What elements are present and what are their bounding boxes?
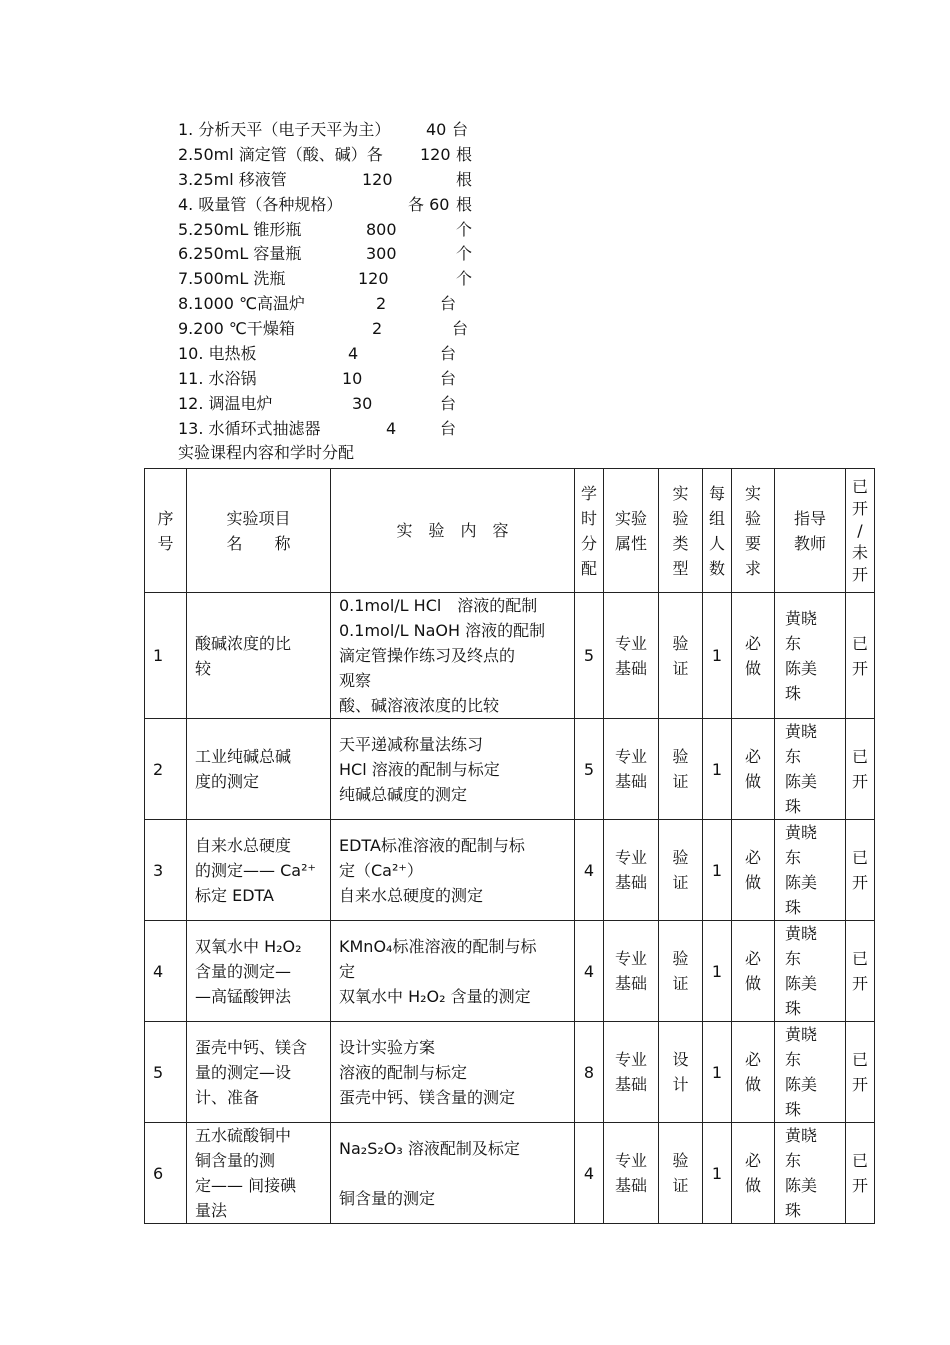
project-name-line: 度的测定 — [195, 772, 260, 791]
content-line: 蛋壳中钙、镁含量的测定 — [339, 1087, 516, 1107]
equipment-quantity: 800 — [366, 219, 397, 239]
teacher-line: 陈美 — [785, 1075, 818, 1094]
requirement-line: 必 — [744, 633, 761, 653]
table-row — [145, 1123, 875, 1224]
equipment-quantity: 10 — [342, 368, 363, 388]
course-table — [144, 468, 875, 1224]
project-name-line: 定—— 间接碘 — [195, 1176, 297, 1195]
equipment-name: 7.500mL 洗瓶 — [178, 269, 286, 289]
equipment-quantity: 40 — [426, 120, 447, 139]
attr-line: 基础 — [614, 658, 647, 678]
requirement-line: 必 — [744, 949, 761, 968]
cell-attr — [604, 820, 659, 921]
attr-line: 基础 — [614, 1176, 647, 1195]
teacher-line: 黄晓 — [785, 1025, 818, 1044]
cell-type — [659, 1123, 703, 1224]
content-line: Na₂S₂O₃ 溶液配制及标定 — [339, 1138, 520, 1158]
type-line: 证 — [672, 1176, 689, 1195]
cell-content — [331, 921, 575, 1022]
content-line: 设计实验方案 — [339, 1037, 436, 1057]
content-line: 定（Ca²⁺） — [339, 860, 423, 880]
cell-hours: 5 — [575, 593, 604, 719]
cell-status — [846, 921, 875, 1022]
project-name-line: —高锰酸钾法 — [195, 986, 292, 1006]
cell-attr — [604, 719, 659, 820]
header-hours: 学 时 分 配 — [575, 469, 604, 593]
content-line — [339, 1161, 568, 1186]
status-line: 已 — [851, 1050, 868, 1069]
cell-status — [846, 1123, 875, 1224]
type-line: 证 — [672, 873, 689, 892]
equipment-unit: 个 — [456, 269, 473, 289]
teacher-line: 黄晓 — [785, 722, 818, 741]
attr-line: 专业 — [614, 1050, 647, 1069]
cell-requirement — [732, 921, 775, 1022]
cell-content — [331, 593, 575, 719]
cell-type — [659, 1022, 703, 1123]
header-project: 实验项目 名 称 — [187, 469, 331, 593]
cell-attr — [604, 921, 659, 1022]
type-line: 证 — [672, 772, 689, 791]
cell-project — [187, 921, 331, 1022]
cell-teacher — [775, 593, 846, 719]
cell-content — [331, 1123, 575, 1224]
requirement-line: 做 — [744, 772, 761, 791]
teacher-line: 东 — [785, 949, 802, 968]
status-line: 已 — [851, 1151, 868, 1170]
cell-seq: 3 — [145, 820, 187, 921]
header-attr: 实验 属性 — [604, 469, 659, 593]
teacher-line: 陈美 — [785, 974, 818, 993]
status-line: 开 — [851, 772, 868, 791]
cell-teacher — [775, 921, 846, 1022]
cell-requirement — [732, 719, 775, 820]
equipment-name: 8.1000 ℃高温炉 — [178, 294, 306, 314]
equipment-quantity: 4 — [386, 418, 397, 438]
cell-seq: 4 — [145, 921, 187, 1022]
header-teacher: 指导 教师 — [775, 469, 846, 593]
header-row — [145, 469, 875, 593]
teacher-line: 东 — [785, 747, 802, 766]
cell-per-group: 1 — [703, 1123, 732, 1224]
project-name-line: 含量的测定— — [195, 961, 292, 981]
type-line: 计 — [672, 1075, 689, 1094]
requirement-line: 必 — [744, 1050, 761, 1069]
equipment-name: 2.50ml 滴定管（酸、碱）各 — [178, 144, 383, 164]
teacher-line: 陈美 — [785, 1176, 818, 1195]
attr-line: 基础 — [614, 974, 647, 993]
type-line: 验 — [672, 848, 689, 867]
cell-attr — [604, 593, 659, 719]
teacher-line: 黄晓 — [785, 924, 818, 943]
cell-hours: 4 — [575, 820, 604, 921]
status-line: 开 — [851, 1176, 868, 1195]
teacher-line: 珠 — [785, 999, 802, 1018]
equipment-name: 10. 电热板 — [178, 344, 257, 364]
section-title: 实验课程内容和学时分配 — [178, 443, 355, 462]
attr-line: 专业 — [614, 633, 647, 653]
type-line: 验 — [672, 949, 689, 968]
requirement-line: 必 — [744, 848, 761, 867]
cell-content — [331, 820, 575, 921]
teacher-line: 珠 — [785, 683, 802, 703]
content-line: 纯碱总碱度的测定 — [339, 784, 468, 804]
status-line: 开 — [851, 658, 868, 678]
cell-requirement — [732, 1123, 775, 1224]
table-row — [145, 1022, 875, 1123]
cell-per-group: 1 — [703, 820, 732, 921]
project-name-line: 酸碱浓度的比 — [195, 633, 292, 653]
equipment-quantity: 120 — [358, 269, 389, 289]
type-line: 证 — [672, 658, 689, 678]
attr-line: 基础 — [614, 1075, 647, 1094]
attr-line: 专业 — [614, 848, 647, 867]
content-line: 酸、碱溶液浓度的比较 — [339, 696, 500, 715]
header-content: 实 验 内 容 — [331, 469, 575, 593]
teacher-line: 珠 — [785, 797, 802, 816]
cell-status — [846, 719, 875, 820]
project-name-line: 自来水总硬度 — [195, 835, 292, 855]
content-line: EDTA标准溶液的配制与标 — [339, 835, 525, 855]
status-line: 已 — [851, 633, 868, 653]
cell-per-group: 1 — [703, 921, 732, 1022]
teacher-line: 东 — [785, 1050, 802, 1069]
teacher-line: 陈美 — [785, 658, 818, 678]
cell-requirement — [732, 820, 775, 921]
teacher-line: 黄晓 — [785, 823, 818, 842]
equipment-name: 6.250mL 容量瓶 — [178, 244, 302, 264]
requirement-line: 做 — [744, 974, 761, 993]
status-line: 开 — [851, 873, 868, 892]
content-line: 0.1mol/L NaOH 溶液的配制 — [339, 621, 546, 640]
content-line: 观察 — [339, 671, 372, 690]
requirement-line: 做 — [744, 1176, 761, 1195]
cell-hours: 4 — [575, 1123, 604, 1224]
equipment-name: 12. 调温电炉 — [178, 393, 273, 413]
table-row — [145, 593, 875, 719]
equipment-name: 9.200 ℃干燥箱 — [178, 319, 295, 339]
equipment-unit: 台 — [452, 120, 469, 139]
equipment-unit: 台 — [440, 294, 457, 314]
cell-status — [846, 593, 875, 719]
cell-type — [659, 921, 703, 1022]
table-row — [145, 820, 875, 921]
cell-seq: 2 — [145, 719, 187, 820]
content-line: KMnO₄标准溶液的配制与标 — [339, 936, 537, 956]
status-line: 已 — [851, 848, 868, 867]
cell-type — [659, 719, 703, 820]
equipment-unit: 台 — [440, 418, 457, 438]
requirement-line: 做 — [744, 1075, 761, 1094]
teacher-line: 黄晓 — [785, 1126, 818, 1145]
project-name-line: 铜含量的测 — [195, 1151, 276, 1170]
equipment-quantity: 120 — [420, 144, 451, 164]
cell-requirement — [732, 1022, 775, 1123]
requirement-line: 必 — [744, 747, 761, 766]
content-line: 0.1mol/L HCl 溶液的配制 — [339, 596, 538, 615]
attr-line: 专业 — [614, 747, 647, 766]
teacher-line: 东 — [785, 633, 802, 653]
equipment-unit: 根 — [456, 144, 473, 164]
type-line: 证 — [672, 974, 689, 993]
cell-project — [187, 593, 331, 719]
equipment-unit: 台 — [452, 319, 469, 339]
content-line: 定 — [339, 961, 356, 981]
header-status: 已 开 / 未 开 — [846, 469, 875, 593]
project-name-line: 标定 EDTA — [195, 885, 274, 905]
table-row — [145, 921, 875, 1022]
cell-per-group: 1 — [703, 719, 732, 820]
equipment-name: 11. 水浴锅 — [178, 368, 257, 388]
teacher-line: 陈美 — [785, 772, 818, 791]
status-line: 开 — [851, 1075, 868, 1094]
cell-hours: 5 — [575, 719, 604, 820]
cell-requirement — [732, 593, 775, 719]
requirement-line: 做 — [744, 658, 761, 678]
cell-type — [659, 593, 703, 719]
cell-per-group: 1 — [703, 1022, 732, 1123]
equipment-unit: 根 — [456, 194, 473, 214]
content-line: 双氧水中 H₂O₂ 含量的测定 — [339, 986, 531, 1006]
type-line: 验 — [672, 633, 689, 653]
cell-teacher — [775, 1022, 846, 1123]
equipment-name: 1. 分析天平（电子天平为主） — [178, 120, 391, 139]
teacher-line: 东 — [785, 848, 802, 867]
cell-seq: 5 — [145, 1022, 187, 1123]
teacher-line: 珠 — [785, 1100, 802, 1119]
cell-project — [187, 1123, 331, 1224]
attr-line: 基础 — [614, 873, 647, 892]
cell-teacher — [775, 719, 846, 820]
teacher-line: 珠 — [785, 1201, 802, 1220]
type-line: 验 — [672, 747, 689, 766]
project-name-line: 蛋壳中钙、镁含 — [195, 1037, 308, 1057]
project-name-line: 计、准备 — [195, 1087, 260, 1107]
status-line: 已 — [851, 747, 868, 766]
content-line: 滴定管操作练习及终点的 — [339, 646, 516, 665]
equipment-unit: 个 — [456, 219, 473, 239]
project-name-line: 量的测定—设 — [195, 1062, 292, 1082]
teacher-line: 珠 — [785, 898, 802, 917]
attr-line: 基础 — [614, 772, 647, 791]
content-line: 溶液的配制与标定 — [339, 1062, 468, 1082]
equipment-quantity: 2 — [376, 294, 387, 314]
content-line: 自来水总硬度的测定 — [339, 885, 484, 905]
teacher-line: 黄晓 — [785, 608, 818, 628]
cell-per-group: 1 — [703, 593, 732, 719]
status-line: 开 — [851, 974, 868, 993]
project-name-line: 量法 — [195, 1201, 228, 1220]
equipment-unit: 个 — [456, 244, 473, 264]
equipment-quantity: 30 — [352, 393, 373, 413]
requirement-line: 必 — [744, 1151, 761, 1170]
equipment-unit: 台 — [440, 393, 457, 413]
cell-project — [187, 820, 331, 921]
equipment-name: 13. 水循环式抽滤器 — [178, 418, 321, 438]
header-type: 实 验 类 型 — [659, 469, 703, 593]
header-seq: 序 号 — [145, 469, 187, 593]
cell-type — [659, 820, 703, 921]
equipment-quantity: 120 — [362, 169, 393, 189]
project-name-line: 五水硫酸铜中 — [195, 1126, 292, 1145]
equipment-name: 5.250mL 锥形瓶 — [178, 219, 302, 239]
cell-content — [331, 1022, 575, 1123]
teacher-line: 陈美 — [785, 873, 818, 892]
status-line: 已 — [851, 949, 868, 968]
attr-line: 专业 — [614, 1151, 647, 1170]
cell-status — [846, 820, 875, 921]
cell-content — [331, 719, 575, 820]
requirement-line: 做 — [744, 873, 761, 892]
equipment-unit: 台 — [440, 368, 457, 388]
equipment-name: 3.25ml 移液管 — [178, 169, 287, 189]
cell-hours: 4 — [575, 921, 604, 1022]
equipment-quantity: 300 — [366, 244, 397, 264]
cell-attr — [604, 1123, 659, 1224]
type-line: 设 — [672, 1050, 689, 1069]
cell-teacher — [775, 820, 846, 921]
cell-seq: 1 — [145, 593, 187, 719]
content-line: HCl 溶液的配制与标定 — [339, 759, 500, 779]
header-requirement: 实 验 要 求 — [732, 469, 775, 593]
cell-status — [846, 1022, 875, 1123]
cell-project — [187, 719, 331, 820]
cell-attr — [604, 1022, 659, 1123]
cell-seq: 6 — [145, 1123, 187, 1224]
equipment-unit: 根 — [456, 169, 473, 189]
teacher-line: 东 — [785, 1151, 802, 1170]
project-name-line: 较 — [195, 658, 212, 678]
cell-teacher — [775, 1123, 846, 1224]
project-name-line: 的测定—— Ca²⁺ — [195, 860, 316, 880]
table-row — [145, 719, 875, 820]
cell-hours: 8 — [575, 1022, 604, 1123]
equipment-quantity: 4 — [348, 344, 359, 364]
project-name-line: 双氧水中 H₂O₂ — [195, 936, 302, 956]
project-name-line: 工业纯碱总碱 — [195, 747, 292, 766]
equipment-name: 4. 吸量管（各种规格） — [178, 194, 343, 214]
content-line: 铜含量的测定 — [339, 1188, 436, 1208]
equipment-quantity: 各 60 — [408, 194, 450, 214]
attr-line: 专业 — [614, 949, 647, 968]
equipment-quantity: 2 — [372, 319, 383, 339]
cell-project — [187, 1022, 331, 1123]
type-line: 验 — [672, 1151, 689, 1170]
header-per-group: 每 组 人 数 — [703, 469, 732, 593]
equipment-unit: 台 — [440, 344, 457, 364]
content-line: 天平递减称量法练习 — [339, 734, 484, 754]
